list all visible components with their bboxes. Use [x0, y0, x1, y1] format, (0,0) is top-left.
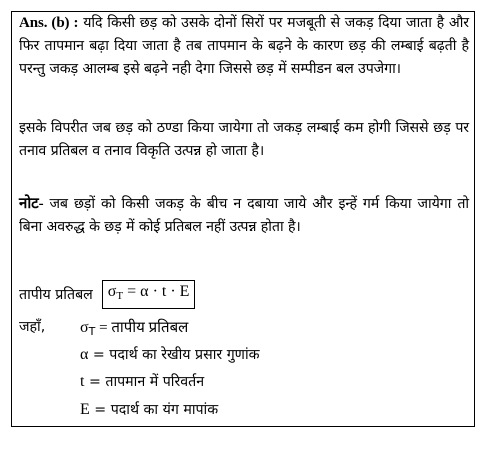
note-paragraph [19, 193, 469, 239]
formula-row [19, 281, 195, 307]
definition-text: = तापीय प्रतिबल [95, 320, 189, 336]
definition-symbol: σ [80, 319, 89, 336]
definition-row [80, 398, 218, 422]
answer-paragraph [19, 12, 469, 82]
formula-box [102, 280, 196, 309]
definition-symbol: α [80, 346, 89, 363]
definition-text: = तापमान में परिवर्तन [84, 374, 205, 390]
definition-row [80, 343, 260, 367]
explanation-paragraph [19, 117, 469, 163]
definition-symbol: E [80, 401, 90, 418]
formula-sigma: σ [107, 282, 117, 300]
definition-row [80, 316, 188, 343]
note-text: जब छड़ों को किसी जकड़ के बीच न दबाया जाये और इन्हें गर्म किया जायेगा तो बिना अवरुद्ध के छड़ में कोई प्रतिबल नहीं उत्पन्न होता है। [19, 196, 469, 236]
where-label: जहाँ, [19, 319, 46, 335]
definition-text: = पदार्थ का रेखीय प्रसार गुणांक [88, 347, 260, 363]
formula-label: तापीय प्रतिबल [19, 286, 93, 303]
definition-subscript: T [88, 325, 96, 338]
note-label: नोट- [19, 196, 44, 212]
answer-label: Ans. (b) : [19, 15, 79, 31]
answer-text: यदि किसी छड़ को उसके दोनों सिरों पर मजबूती से जकड़ दिया जाता है और फिर तापमान बढ़ा दिया जाता है तब तापमान के बढ़ने के कारण छड़ की लम्बाई बढ़ती है परन्तु जकड़ आलम्ब इसे बढ़ने नही देगा जिससे छड़ में सम्पीडन बल उपजेगा। [19, 15, 469, 78]
definition-row [80, 370, 204, 394]
definition-text: = पदार्थ का यंग मापांक [89, 402, 219, 418]
definition-symbol: t [80, 373, 85, 390]
formula-subscript: T [116, 289, 124, 302]
explanation-text: इसके विपरीत जब छड़ को ठण्डा किया जायेगा तो जकड़ लम्बाई कम होगी जिससे छड़ पर तनाव प्रतिबल व तनाव विकृति उत्पन्न हो जाता है। [19, 120, 469, 160]
formula-rhs: = α · t · E [123, 282, 190, 300]
